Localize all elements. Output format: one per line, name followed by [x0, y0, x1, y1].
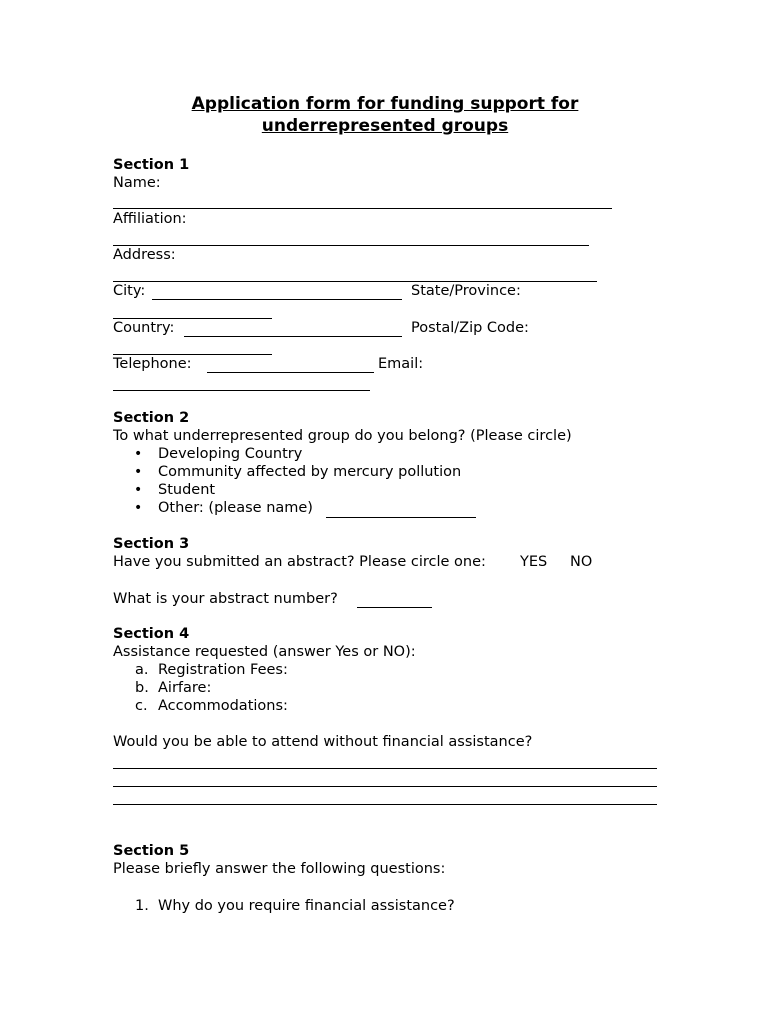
assistance-question: Assistance requested (answer Yes or NO):	[113, 644, 416, 660]
affiliation-label: Affiliation:	[113, 211, 187, 227]
form-title-line-1: Application form for funding support for	[191, 94, 579, 114]
abstract-question: Have you submitted an abstract? Please circle one:	[113, 554, 486, 570]
form-title-line-2: underrepresented groups	[261, 116, 509, 136]
bullet-marker: •	[134, 500, 143, 516]
option-student[interactable]: Student	[158, 482, 216, 498]
option-developing-country[interactable]: Developing Country	[158, 446, 303, 462]
other-group-field[interactable]	[326, 517, 476, 518]
telephone-field[interactable]	[207, 372, 374, 373]
list-marker: 1.	[135, 898, 149, 914]
list-marker: b.	[135, 680, 149, 696]
abstract-number-label: What is your abstract number?	[113, 591, 338, 607]
affiliation-field[interactable]	[113, 245, 589, 246]
name-field[interactable]	[113, 208, 612, 209]
option-other[interactable]: Other: (please name)	[158, 500, 313, 516]
attend-answer-line-2[interactable]	[113, 786, 657, 787]
telephone-label: Telephone:	[113, 356, 192, 372]
email-label: Email:	[378, 356, 424, 372]
section-1-heading: Section 1	[113, 157, 190, 173]
address-label: Address:	[113, 247, 176, 263]
section-5-intro: Please briefly answer the following questions:	[113, 861, 446, 877]
section-2-heading: Section 2	[113, 410, 190, 426]
abstract-no-option[interactable]: NO	[570, 554, 593, 570]
abstract-yes-option[interactable]: YES	[520, 554, 548, 570]
accommodations-label: Accommodations:	[158, 698, 288, 714]
attend-answer-line-1[interactable]	[113, 768, 657, 769]
address-field[interactable]	[113, 281, 597, 282]
name-label: Name:	[113, 175, 161, 191]
section-5-heading: Section 5	[113, 843, 190, 859]
section-4-heading: Section 4	[113, 626, 190, 642]
country-field[interactable]	[184, 336, 402, 337]
airfare-label: Airfare:	[158, 680, 212, 696]
email-field[interactable]	[113, 390, 370, 391]
attend-answer-line-3[interactable]	[113, 804, 657, 805]
abstract-number-field[interactable]	[357, 607, 432, 608]
state-province-label: State/Province:	[411, 283, 521, 299]
bullet-marker: •	[134, 482, 143, 498]
bullet-marker: •	[134, 446, 143, 462]
city-field[interactable]	[152, 299, 402, 300]
attend-question: Would you be able to attend without financial assistance?	[113, 734, 533, 750]
financial-assistance-question: Why do you require financial assistance?	[158, 898, 455, 914]
option-mercury-community[interactable]: Community affected by mercury pollution	[158, 464, 462, 480]
city-label: City:	[113, 283, 146, 299]
bullet-marker: •	[134, 464, 143, 480]
postal-code-label: Postal/Zip Code:	[411, 320, 529, 336]
list-marker: c.	[135, 698, 148, 714]
section-3-heading: Section 3	[113, 536, 190, 552]
group-question: To what underrepresented group do you belong? (Please circle)	[113, 428, 572, 444]
list-marker: a.	[135, 662, 149, 678]
registration-fees-label: Registration Fees:	[158, 662, 288, 678]
country-label: Country:	[113, 320, 175, 336]
